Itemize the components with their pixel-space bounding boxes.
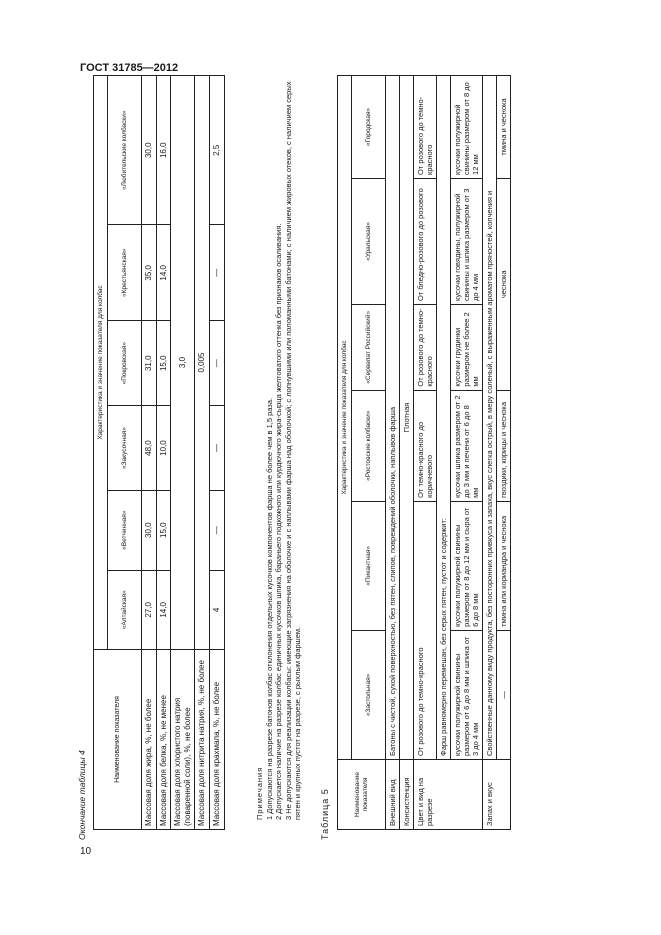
table4 xyxy=(93,75,225,830)
table5-cell: кусочки грудинки размером не более 2 мм xyxy=(451,305,483,391)
table5-row-name: Консистенция xyxy=(400,760,414,830)
table4-row-name: Массовая доля нитрита натрия, %, не более xyxy=(195,650,210,830)
table4-row-name: Массовая доля крахмала, %, не более xyxy=(209,650,224,830)
table4-col-header: «Ветчинная» xyxy=(108,490,142,570)
table4-cell: 15,0 xyxy=(156,490,171,570)
table5-col-header: «Ростовские колбаски» xyxy=(352,390,386,501)
table5-row-name: Внешний вид xyxy=(386,760,400,830)
table4-merged-cell: 3,0 xyxy=(171,76,195,650)
table4-row-name: Массовая доля белка, %, не менее xyxy=(156,650,171,830)
page-number: 10 xyxy=(80,846,92,857)
table4-row-name: Массовая доля хлористого натрия (поваренной соли), %, не более xyxy=(171,650,195,830)
notes-block xyxy=(255,80,303,820)
table4-cell: 30,0 xyxy=(142,490,157,570)
table4-col-header: «Покровская» xyxy=(108,321,142,406)
table4-cell: 30,0 xyxy=(142,76,157,225)
table4-col-header: «Алтайская» xyxy=(108,570,142,649)
table4-cell: 16,0 xyxy=(156,76,171,225)
table4-cell: 27,0 xyxy=(142,570,157,649)
table5-caption: Таблица 5 xyxy=(320,788,330,840)
table5-col-header: «Уральская» xyxy=(352,178,386,304)
table5-cell: — xyxy=(497,630,511,759)
table5-cell: От бледно-розового до розового xyxy=(414,178,437,304)
table5-cell: От розового до темно-красного xyxy=(414,76,437,179)
table4-cell: 31,0 xyxy=(142,321,157,406)
table5-col-header: «Сервелат Российский» xyxy=(352,305,386,391)
table5-cell: кусочки полужирной свинины размером от 6 до 8 мм и шпика от 3 до 4 мм xyxy=(451,630,483,759)
table4-cell: 2,5 xyxy=(209,76,224,225)
table5-name-header: Наименование показателя xyxy=(338,760,386,830)
table4-caption: Окончание таблицы 4 xyxy=(77,750,87,840)
table5-cell: тмина или кориандра и чеснока xyxy=(497,501,511,630)
table5-cell: кусочки шпика размером от 2 до 3 мм и печени от 6 до 8 мм xyxy=(451,390,483,501)
table5-row-name: Цвет и вид на разрезе xyxy=(414,760,483,830)
table4-cell: — xyxy=(209,406,224,490)
table4-cell: 10,0 xyxy=(156,406,171,490)
table5-cell: тмина и чеснока xyxy=(497,76,511,179)
table5-group-header: Характеристика и значение показателя для колбас xyxy=(338,76,352,760)
document-header: ГОСТ 31785—2012 xyxy=(80,62,179,74)
table4-col-header: «Крестьянская» xyxy=(108,225,142,321)
table5 xyxy=(337,75,511,830)
table4-cell: 35,0 xyxy=(142,225,157,321)
table4-cell: — xyxy=(209,225,224,321)
table4-cell: — xyxy=(209,490,224,570)
table4-cell: 48,0 xyxy=(142,406,157,490)
notes-title: Примечания xyxy=(255,766,264,820)
table4-cell: 14,0 xyxy=(156,570,171,649)
table5-merged-cell: Фарш равномерно перемешан, без серых пятен, пустот и содержит: xyxy=(437,76,451,760)
table5-cell: От розового до темно-красного xyxy=(414,305,437,391)
table4-cell: 14,0 xyxy=(156,225,171,321)
table4-col-header: «Любительские колбаски» xyxy=(108,76,142,225)
note-item: 1 Допускаются на разрезе батонов колбас отклонения отдельных кусочков компонентов фарша не более чем в 1,5 раза. xyxy=(264,397,274,820)
table5-col-header: «Пикантная» xyxy=(352,501,386,630)
table5-merged-cell: Плотная xyxy=(400,76,414,760)
table5-row-name: Запах и вкус xyxy=(483,760,511,830)
note-item: 3 Не допускаются для реализации колбасы: имеющие загрязнения на оболочке и с наплывами фарша над оболочкой; с лопнувшими или поломанными батонами; с наличием жировых отеков, с наличием серых пятен и крупных пустот на разрезе, с рыхлым фаршем. xyxy=(283,81,303,820)
table5-col-header: «Городская» xyxy=(352,76,386,179)
table5-cell: От розового до темно-красного xyxy=(414,501,437,759)
table5-merged-cell: Батоны с чистой, сухой поверхностью, без пятен, слипов, повреждений оболочки, наплывов фарша xyxy=(386,76,400,760)
table4-cell: 4 xyxy=(209,570,224,649)
table5-cell: чеснока xyxy=(497,178,511,390)
table4-cell: — xyxy=(209,321,224,406)
table5-cell: гвоздики, корицы и чеснока xyxy=(497,390,511,501)
table5-cell: От темно-красного до коричневого xyxy=(414,390,437,501)
table4-merged-cell: 0,005 xyxy=(195,76,210,650)
rotated-content xyxy=(75,70,605,840)
table5-col-header: «Застольная» xyxy=(352,630,386,759)
table4-cell: 15,0 xyxy=(156,321,171,406)
table5-merged-cell: Свойственные данному виду продукта, без посторонних привкуса и запаха, вкус слегка острый, в меру соленый, с выраженным ароматом пряностей, копчения и xyxy=(483,76,497,760)
table4-row-name: Массовая доля жира, %, не более xyxy=(142,650,157,830)
table5-cell: кусочки полужирной свинины размером от 8 до 12 мм и сыра от 6 до 8 мм xyxy=(451,501,483,630)
table4-col-header: «Закусочная» xyxy=(108,406,142,490)
table5-cell: кусочки полужирной свинины размером от 8 до 12 мм xyxy=(451,76,483,179)
table4-group-header: Характеристика и значение показателя для колбас xyxy=(94,76,108,650)
table4-name-header: Наименование показателя xyxy=(94,650,142,830)
note-item: 2 Допускается наличие на разрезе колбас единичных кусочков шпика, бараньего подкожного или курдючного жира-сырца желтоватого оттенка без признаков осаливания. xyxy=(274,223,284,820)
table5-cell: кусочки говядины, полужирной свинины и шпика размером от 3 до 4 мм xyxy=(451,178,483,304)
